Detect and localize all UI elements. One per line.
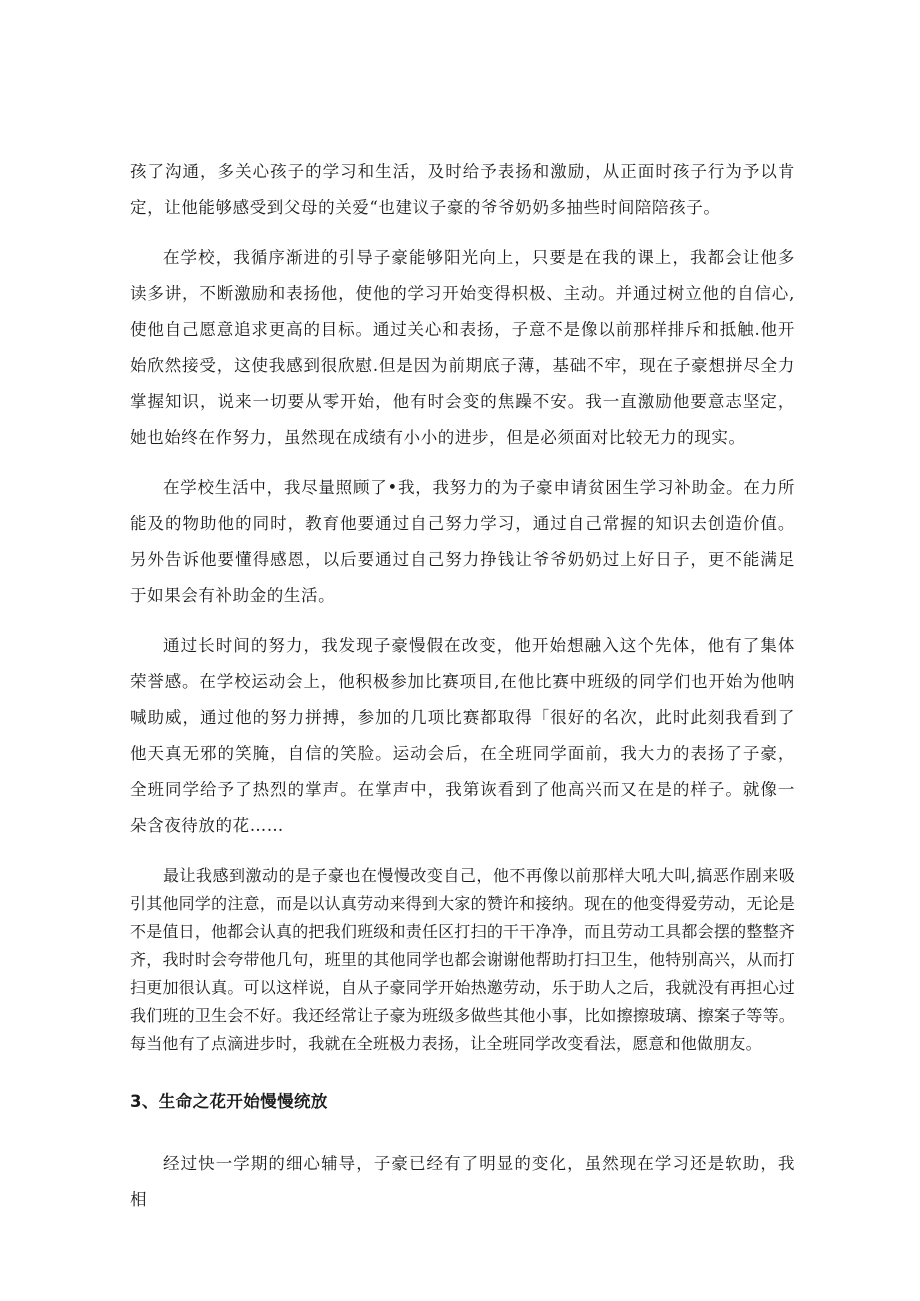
- paragraph-3: 在学校生活中，我尽量照顾了•我，我努力的为子豪申请贫困生学习补助金。在力所能及的物助他的同时，教育他要通过自己努力学习，通过自己常握的知识去创造价值。另外告诉他要懂得感恩，以后要通过自己努力挣钱让爷爷奶奶过上好日子，更不能满足于如果会有补助金的生活。: [130, 478, 795, 605]
- section-heading: 3、生命之花开始慢慢统放: [130, 1092, 328, 1111]
- paragraph-1: 孩了沟通，多关心孩子的学习和生活，及时给予表扬和激励，从正面时孩子行为予以肯定，让他能够感受到父母的关爱“也建议子豪的爷爷奶奶多抽些时间陪陪孩子。: [130, 162, 795, 217]
- paragraph-4: 通过长时间的努力，我发现子豪慢假在改变，他开始想融入这个先体，他有了集体荣誉感。在学校运动会上，他积极参加比赛项目,在他比赛中班级的同学们也开始为他呐喊助威，通过他的努力拼搏，参加的几项比赛都取得「很好的名次，此时此刻我看到了他天真无邪的笑腌，自信的笑脸。运动会后，在全班同学面前，我大力的表扬了子豪，全班同学给予了热烈的掌声。在掌声中，我第诙看到了他高兴而又在是的样子。就像一朵含夜待放的花……: [130, 636, 795, 835]
- paragraph-5: 最让我感到激动的是子豪也在慢慢改变自己，他不再像以前那样大吼大叫,搞恶作剧来吸引其他同学的注意，而是以认真劳动来得到大家的赞许和接纳。现在的他变得爱劳动，无论是不是值日，他都会认真的把我们班级和责任区打扫的干干净净，而且劳动工具都会摆的整整齐齐，我时时会夸带他几句，班里的其他同学也都会谢谢他帮助打扫卫生，他特别高兴，从而打扫更加很认真。可以这样说，自从子豪同学开始热邀劳动，乐于助人之后，我就没有再担心过我们班的卫生会不好。我还经常让子豪为班级多做些其他小事，比如擦擦玻璃、擦案子等等。每当他有了点滴进步时，我就在全班极力表扬，让全班同学改变看法，愿意和他做朋友。: [130, 866, 795, 1053]
- paragraph-2: 在学校，我循序渐进的引导子豪能够阳光向上，只要是在我的课上，我都会让他多读多讲，不断激励和表扬他，使他的学习开始变得枳极、主动。并通过树立他的自信心,使他自己愿意追求更高的目标。通过关心和表扬，子意不是像以前那样排斥和抵触.他开始欣然接受，这使我感到很欣慰.但是因为前期底子薄，基础不牢，现在子豪想拼尽全力掌握知识，说来一切要从零开始，他有时会变的焦躁不安。我一直激励他要意志坚定，她也始终在作努力，虽然现在成绩有小小的进步，但是必须面对比较无力的现实。: [130, 248, 795, 447]
- paragraph-6: 经过快一学期的细心辅导，子豪已经有了明显的变化，虽然现在学习还是软助，我相: [130, 1154, 795, 1209]
- document-page: [130, 154, 795, 1218]
